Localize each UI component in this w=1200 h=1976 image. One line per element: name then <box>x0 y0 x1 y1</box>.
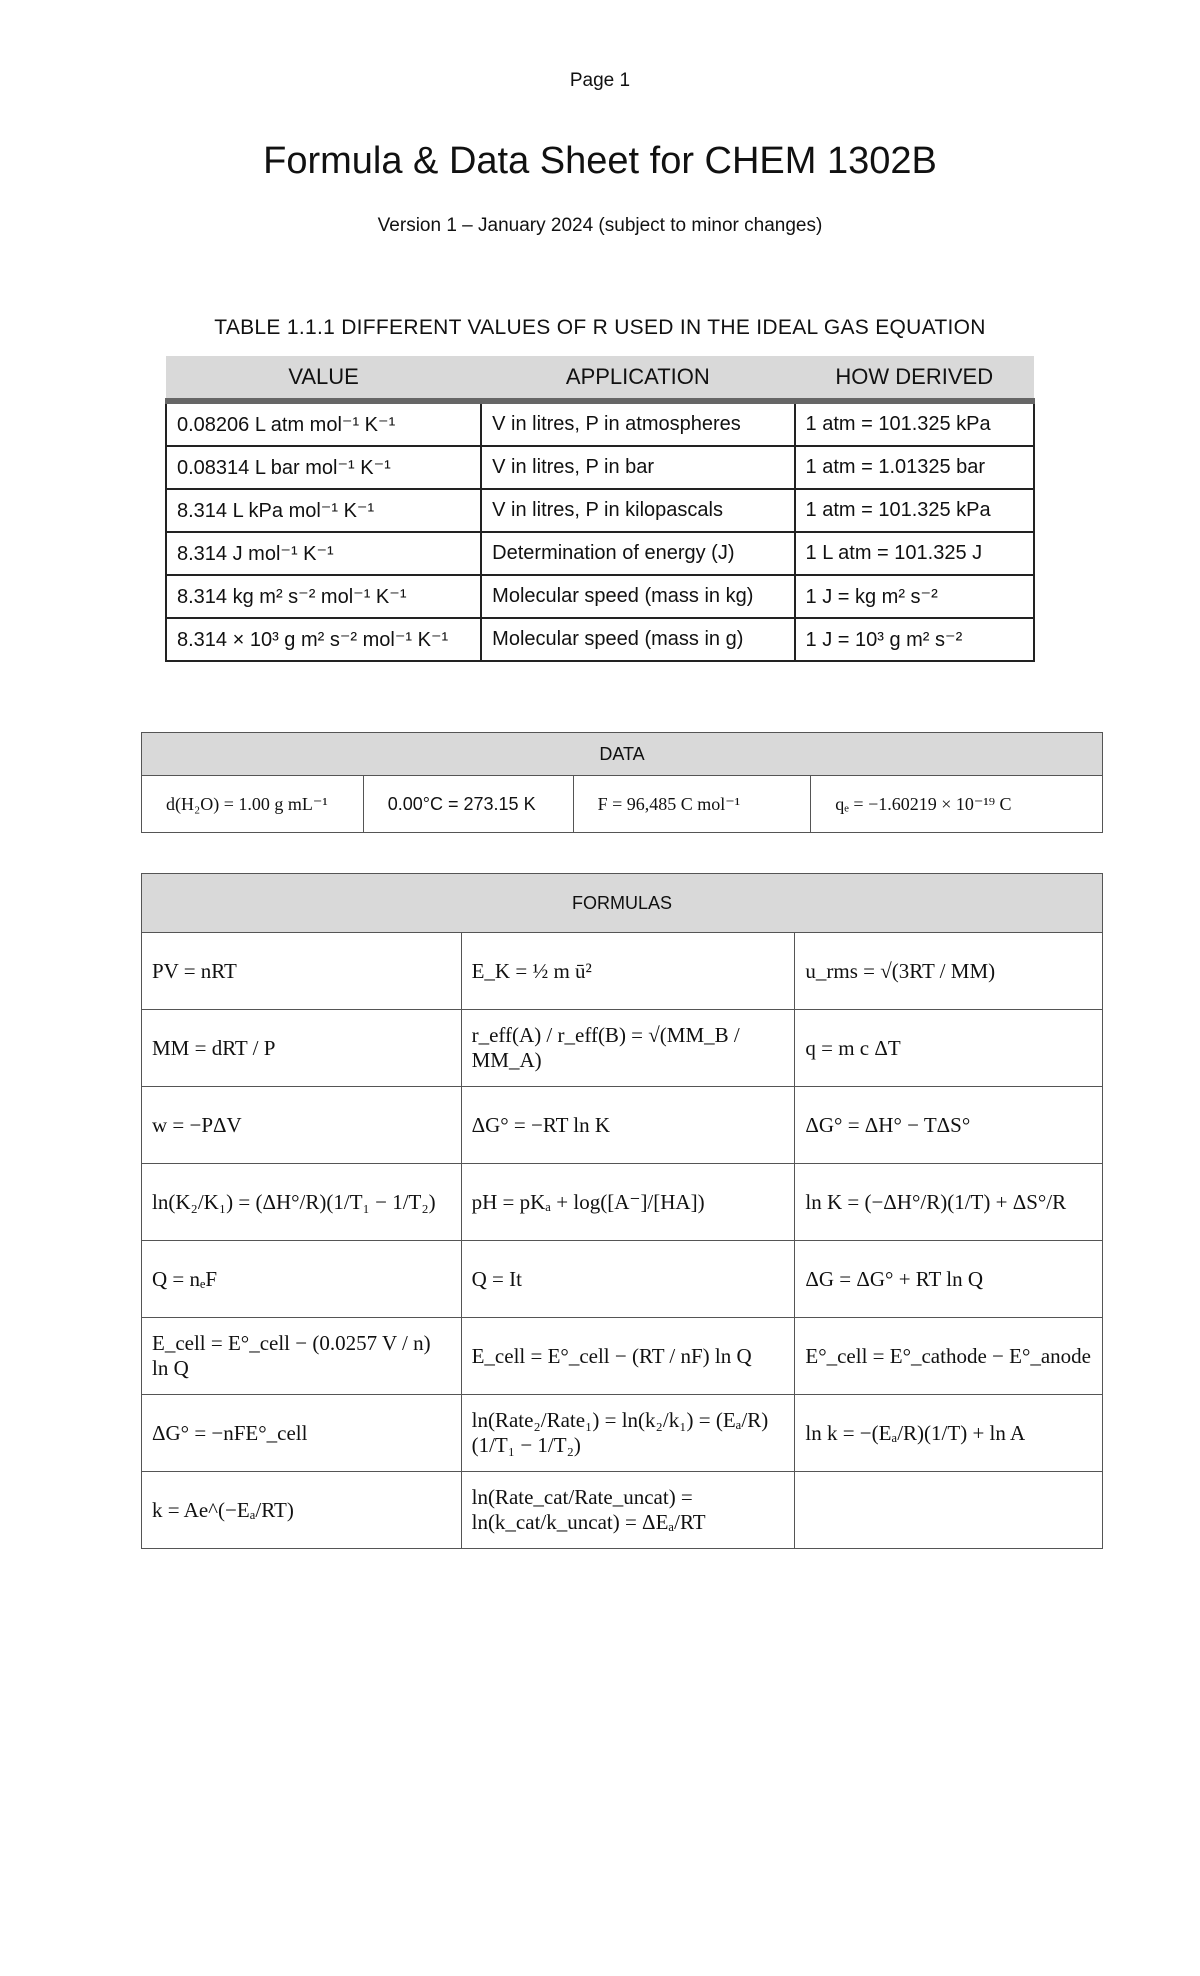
r-derivation-cell: 1 L atm = 101.325 J <box>795 532 1034 575</box>
table-row <box>166 532 1034 575</box>
formula-cell: PV = nRT <box>142 933 462 1010</box>
formula-cell: ln(Rate_cat/Rate_uncat) = ln(k_cat/k_uncat) = ΔEₐ/RT <box>461 1472 795 1549</box>
formula-row <box>142 1472 1103 1549</box>
formula-cell: ΔG = ΔG° + RT ln Q <box>795 1241 1103 1318</box>
formula-cell: MM = dRT / P <box>142 1010 462 1087</box>
r-application-cell: V in litres, P in bar <box>481 446 794 489</box>
formula-cell: Q = nₑF <box>142 1241 462 1318</box>
r-derivation-cell: 1 atm = 101.325 kPa <box>795 401 1034 446</box>
r-value-cell: 0.08206 L atm mol⁻¹ K⁻¹ <box>166 401 481 446</box>
formula-row <box>142 933 1103 1010</box>
formula-cell: ΔG° = −nFE°_cell <box>142 1395 462 1472</box>
formulas-header: FORMULAS <box>142 874 1103 933</box>
r-application-cell: Molecular speed (mass in g) <box>481 618 794 661</box>
column-header-how-derived: HOW DERIVED <box>795 356 1034 401</box>
faraday-constant-cell: F = 96,485 C mol⁻¹ <box>573 776 811 833</box>
data-table <box>141 732 1103 833</box>
r-value-cell: 8.314 × 10³ g m² s⁻² mol⁻¹ K⁻¹ <box>166 618 481 661</box>
formula-row <box>142 1318 1103 1395</box>
formula-cell: k = Ae^(−Eₐ/RT) <box>142 1472 462 1549</box>
formula-cell: E_cell = E°_cell − (RT / nF) ln Q <box>461 1318 795 1395</box>
r-value-cell: 8.314 L kPa mol⁻¹ K⁻¹ <box>166 489 481 532</box>
table-row <box>166 618 1034 661</box>
r-derivation-cell: 1 atm = 101.325 kPa <box>795 489 1034 532</box>
formula-cell: ΔG° = ΔH° − TΔS° <box>795 1087 1103 1164</box>
formula-cell: ΔG° = −RT ln K <box>461 1087 795 1164</box>
zero-celsius-cell: 0.00°C = 273.15 K <box>363 776 573 833</box>
r-application-cell: Molecular speed (mass in kg) <box>481 575 794 618</box>
formula-cell: E_cell = E°_cell − (0.0257 V / n) ln Q <box>142 1318 462 1395</box>
formula-row <box>142 1010 1103 1087</box>
r-value-cell: 8.314 J mol⁻¹ K⁻¹ <box>166 532 481 575</box>
formula-cell: pH = pKₐ + log([A⁻]/[HA]) <box>461 1164 795 1241</box>
formula-cell: ln(Rate₂/Rate₁) = ln(k₂/k₁) = (Eₐ/R)(1/T₁ − 1/T₂) <box>461 1395 795 1472</box>
formula-cell: q = m c ΔT <box>795 1010 1103 1087</box>
formula-row <box>142 1395 1103 1472</box>
r-derivation-cell: 1 J = kg m² s⁻² <box>795 575 1034 618</box>
formulas-table <box>141 873 1103 1549</box>
formula-cell: ln(K₂/K₁) = (ΔH°/R)(1/T₁ − 1/T₂) <box>142 1164 462 1241</box>
table-row <box>166 446 1034 489</box>
r-table-caption: TABLE 1.1.1 DIFFERENT VALUES OF R USED IN THE IDEAL GAS EQUATION <box>214 316 986 339</box>
r-value-cell: 8.314 kg m² s⁻² mol⁻¹ K⁻¹ <box>166 575 481 618</box>
electron-charge-cell: qₑ = −1.60219 × 10⁻¹⁹ C <box>811 776 1103 833</box>
r-application-cell: V in litres, P in atmospheres <box>481 401 794 446</box>
formula-cell: Q = It <box>461 1241 795 1318</box>
formula-cell: r_eff(A) / r_eff(B) = √(MM_B / MM_A) <box>461 1010 795 1087</box>
formula-row <box>142 1241 1103 1318</box>
page-label: Page 1 <box>569 70 631 91</box>
r-application-cell: V in litres, P in kilopascals <box>481 489 794 532</box>
formula-row <box>142 1164 1103 1241</box>
formula-cell: u_rms = √(3RT / MM) <box>795 933 1103 1010</box>
water-density-cell: d(H₂O) = 1.00 g mL⁻¹ <box>142 776 364 833</box>
data-row <box>142 776 1103 833</box>
data-header: DATA <box>142 733 1103 776</box>
formula-cell: E°_cell = E°_cathode − E°_anode <box>795 1318 1103 1395</box>
document-subtitle: Version 1 – January 2024 (subject to minor changes) <box>377 215 823 236</box>
formula-cell: ln K = (−ΔH°/R)(1/T) + ΔS°/R <box>795 1164 1103 1241</box>
r-derivation-cell: 1 atm = 1.01325 bar <box>795 446 1034 489</box>
formula-cell-empty <box>795 1472 1103 1549</box>
column-header-value: VALUE <box>166 356 481 401</box>
r-derivation-cell: 1 J = 10³ g m² s⁻² <box>795 618 1034 661</box>
r-application-cell: Determination of energy (J) <box>481 532 794 575</box>
formula-cell: E_K = ½ m ū² <box>461 933 795 1010</box>
r-table-header-row <box>166 356 1034 401</box>
table-row <box>166 401 1034 446</box>
table-row <box>166 489 1034 532</box>
document-title: Formula & Data Sheet for CHEM 1302B <box>263 140 937 182</box>
r-values-table <box>165 356 1035 662</box>
column-header-application: APPLICATION <box>481 356 794 401</box>
formula-cell: ln k = −(Eₐ/R)(1/T) + ln A <box>795 1395 1103 1472</box>
table-row <box>166 575 1034 618</box>
r-value-cell: 0.08314 L bar mol⁻¹ K⁻¹ <box>166 446 481 489</box>
formula-row <box>142 1087 1103 1164</box>
formula-cell: w = −PΔV <box>142 1087 462 1164</box>
